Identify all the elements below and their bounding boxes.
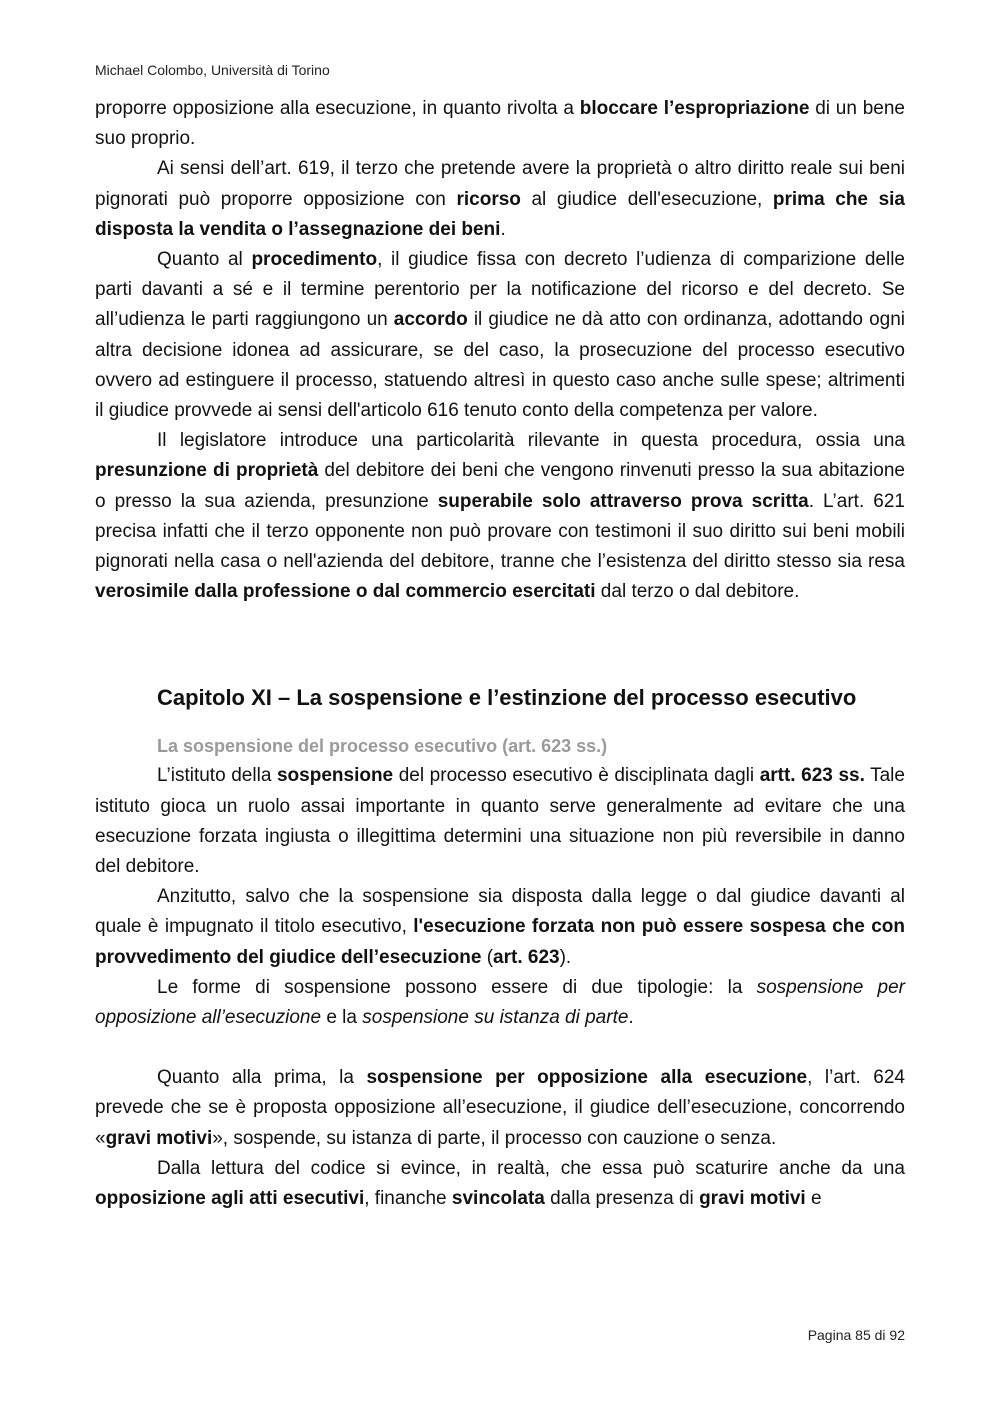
- text-run: Il legislatore introduce una particolarità rilevante in questa procedura, ossia una: [157, 430, 905, 452]
- paragraph: [95, 973, 905, 1033]
- text-run: (: [481, 946, 494, 968]
- paragraph-group-2: [95, 761, 905, 1033]
- text-run: dalla presenza di: [544, 1188, 700, 1210]
- italic-text: sospensione su istanza di parte: [362, 1007, 629, 1029]
- paragraph: [95, 426, 905, 607]
- text-run: e: [805, 1188, 822, 1210]
- text-run: di un bene suo proprio.: [95, 98, 905, 150]
- bold-text: procedimento: [251, 249, 378, 271]
- text-run: Dalla lettura del codice si evince, in realtà, che essa può scaturire anche da una: [157, 1157, 905, 1179]
- paragraph-group-1: [95, 94, 905, 607]
- bold-text: sospensione: [276, 765, 394, 787]
- bold-text: presunzione di proprietà: [95, 460, 319, 482]
- text-run: L’istituto della: [157, 765, 277, 787]
- bold-text: artt. 623 ss.: [759, 765, 865, 787]
- bold-text: opposizione agli atti esecutivi: [95, 1188, 365, 1210]
- bold-text: superabile solo attraverso prova scritta: [437, 490, 809, 512]
- text-run: Ai sensi dell’art. 619, il terzo che pretende avere la proprietà o altro diritto reale sui beni pignorati può proporre opposizione con: [95, 158, 905, 210]
- page-number: Pagina 85 di 92: [807, 1327, 905, 1343]
- text-run: dal terzo o dal debitore.: [595, 581, 800, 603]
- text-run: del processo esecutivo è disciplinata dagli: [393, 765, 760, 787]
- paragraph: [95, 1063, 905, 1154]
- text-run: Le forme di sospensione possono essere di due tipologie: la: [157, 976, 757, 998]
- text-run: .: [500, 218, 506, 240]
- text-run: ).: [559, 946, 572, 968]
- text-run: Quanto al: [157, 249, 252, 271]
- italic-text: sospensione per opposizione all’esecuzione: [95, 976, 905, 1029]
- text-run: proporre opposizione alla esecuzione, in quanto rivolta a: [95, 98, 580, 119]
- paragraph: [95, 245, 905, 426]
- bold-text: sospensione per opposizione alla esecuzione: [366, 1067, 808, 1089]
- bold-text: l'esecuzione forzata non può essere sospesa che con provvedimento del giudice dell’esecuzione: [95, 916, 905, 968]
- bold-text: verosimile dalla professione o dal commercio esercitati: [95, 581, 596, 603]
- text-run: del debitore dei beni che vengono rinvenuti presso la sua abitazione o presso la sua azienda, presunzione: [95, 460, 905, 512]
- bold-text: gravi motivi: [105, 1127, 213, 1149]
- text-run: . L’art. 621 precisa infatti che il terzo opponente non può provare con testimoni il suo diritto sui beni mobili pignorati nella casa o nell'azienda del debitore, tranne che l’esistenza del diritto stesso sia resa: [95, 490, 905, 573]
- section-subtitle: La sospensione del processo esecutivo (art. 623 ss.): [157, 736, 608, 757]
- bold-text: ricorso: [456, 188, 521, 210]
- text-run: , finanche: [364, 1188, 452, 1210]
- text-run: al giudice dell'esecuzione,: [520, 188, 773, 210]
- text-run: , l’art. 624 prevede che se è proposta opposizione all’esecuzione, il giudice dell’esecuzione, concorrendo «: [95, 1067, 905, 1149]
- bold-text: art. 623: [493, 946, 560, 968]
- text-run: Quanto alla prima, la: [157, 1067, 367, 1089]
- text-run: », sospende, su istanza di parte, il processo con cauzione o senza.: [212, 1127, 777, 1149]
- text-run: , il giudice fissa con decreto l’udienza di comparizione delle parti davanti a sé e il termine perentorio per la notificazione del ricorso e del decreto. Se all’udienza le parti raggiungono un: [95, 249, 905, 331]
- page-header: Michael Colombo, Università di Torino: [95, 62, 330, 78]
- bold-text: svincolata: [451, 1188, 545, 1210]
- bold-text: bloccare l’espropriazione: [579, 98, 810, 119]
- text-run: il giudice ne dà atto con ordinanza, adottando ogni altra decisione idonea ad assicurare, se del caso, la prosecuzione del processo esecutivo ovvero ad estinguere il processo, statuendo altresì in questo caso anche sulle spese; altrimenti il giudice provvede ai sensi dell'articolo 616 tenuto conto della competenza per valore.: [95, 309, 905, 422]
- chapter-title: Capitolo XI – La sospensione e l’estinzione del processo esecutivo: [157, 685, 857, 711]
- paragraph: [95, 761, 905, 882]
- text-run: .: [628, 1007, 634, 1029]
- paragraph-group-3: [95, 1063, 905, 1214]
- paragraph: [95, 94, 905, 154]
- page-body: [95, 94, 905, 1214]
- paragraph: [95, 154, 905, 245]
- paragraph: [95, 1154, 905, 1214]
- text-run: Tale istituto gioca un ruolo assai importante in quanto serve generalmente ad evitare che una esecuzione forzata ingiusta o illegittima determini una situazione non più reversibile in danno del debitore.: [95, 765, 905, 878]
- bold-text: gravi motivi: [699, 1188, 806, 1210]
- text-run: e la: [321, 1007, 363, 1029]
- bold-text: prima che sia disposta la vendita o l’assegnazione dei beni: [95, 188, 906, 240]
- paragraph: [95, 882, 905, 973]
- paragraph-spacer: [95, 1033, 905, 1063]
- bold-text: accordo: [393, 309, 468, 331]
- text-run: Anzitutto, salvo che la sospensione sia disposta dalla legge o dal giudice davanti al quale è impugnato il titolo esecutivo,: [95, 886, 905, 938]
